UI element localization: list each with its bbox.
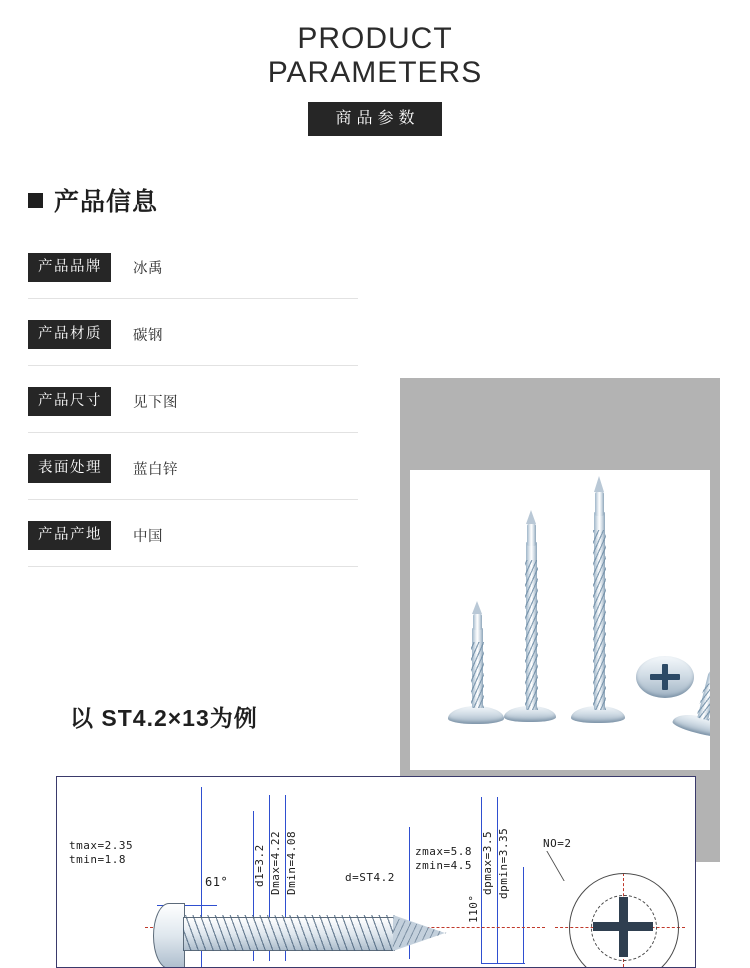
spec-value: 见下图 — [133, 394, 178, 411]
table-row — [28, 244, 358, 299]
screw-side-profile-head — [153, 903, 185, 968]
table-row — [28, 311, 358, 366]
product-info-heading-label: 产品信息 — [54, 188, 159, 216]
dimension-line — [481, 963, 525, 964]
dimension-label: Dmax=4.22 — [269, 830, 282, 895]
spec-value: 蓝白锌 — [133, 461, 178, 478]
main-content — [0, 182, 750, 682]
technical-drawing — [56, 776, 696, 968]
table-row — [28, 378, 358, 433]
drawing-title: 以 ST4.2×13为例 — [70, 705, 258, 731]
dimension-label: dpmax=3.5 — [481, 830, 494, 895]
dimension-label: tmin=1.8 — [69, 853, 126, 866]
page-header — [0, 0, 750, 136]
dimension-label: 61° — [205, 875, 229, 889]
dimension-label: NO=2 — [543, 837, 572, 850]
spec-label: 产品品牌 — [28, 253, 111, 282]
spec-value: 中国 — [133, 528, 163, 545]
table-row — [28, 445, 358, 500]
dimension-label: zmin=4.5 — [415, 859, 472, 872]
leader-line — [546, 851, 612, 881]
page-title-line-2: PARAMETERS — [267, 56, 483, 89]
product-info-heading — [28, 182, 358, 218]
table-row — [28, 512, 358, 567]
dimension-line — [523, 867, 524, 963]
dimension-label: Dmin=4.08 — [285, 830, 298, 895]
technical-drawing-section — [0, 700, 750, 923]
cross-recess-horizontal — [593, 922, 653, 931]
screw-thread-hatching — [183, 915, 395, 951]
dimension-label: dpmin=3.35 — [497, 827, 510, 899]
product-info-block — [28, 182, 358, 579]
dimension-label: d=ST4.2 — [345, 871, 395, 884]
spec-value: 碳钢 — [133, 327, 163, 344]
square-bullet-icon — [28, 193, 43, 208]
dimension-label: zmax=5.8 — [415, 845, 472, 858]
dimension-label: 110° — [467, 894, 480, 923]
spec-label: 产品尺寸 — [28, 387, 111, 416]
page-subtitle-badge: 商品参数 — [308, 102, 441, 136]
spec-label: 产品产地 — [28, 521, 111, 550]
page-title-line-1: PRODUCT — [297, 22, 453, 55]
spec-value: 冰禹 — [133, 260, 163, 277]
spec-label: 产品材质 — [28, 320, 111, 349]
page-title — [0, 22, 750, 90]
dimension-label: d1=3.2 — [253, 844, 266, 887]
dimension-label: tmax=2.35 — [69, 839, 134, 852]
spec-label: 表面处理 — [28, 454, 111, 483]
